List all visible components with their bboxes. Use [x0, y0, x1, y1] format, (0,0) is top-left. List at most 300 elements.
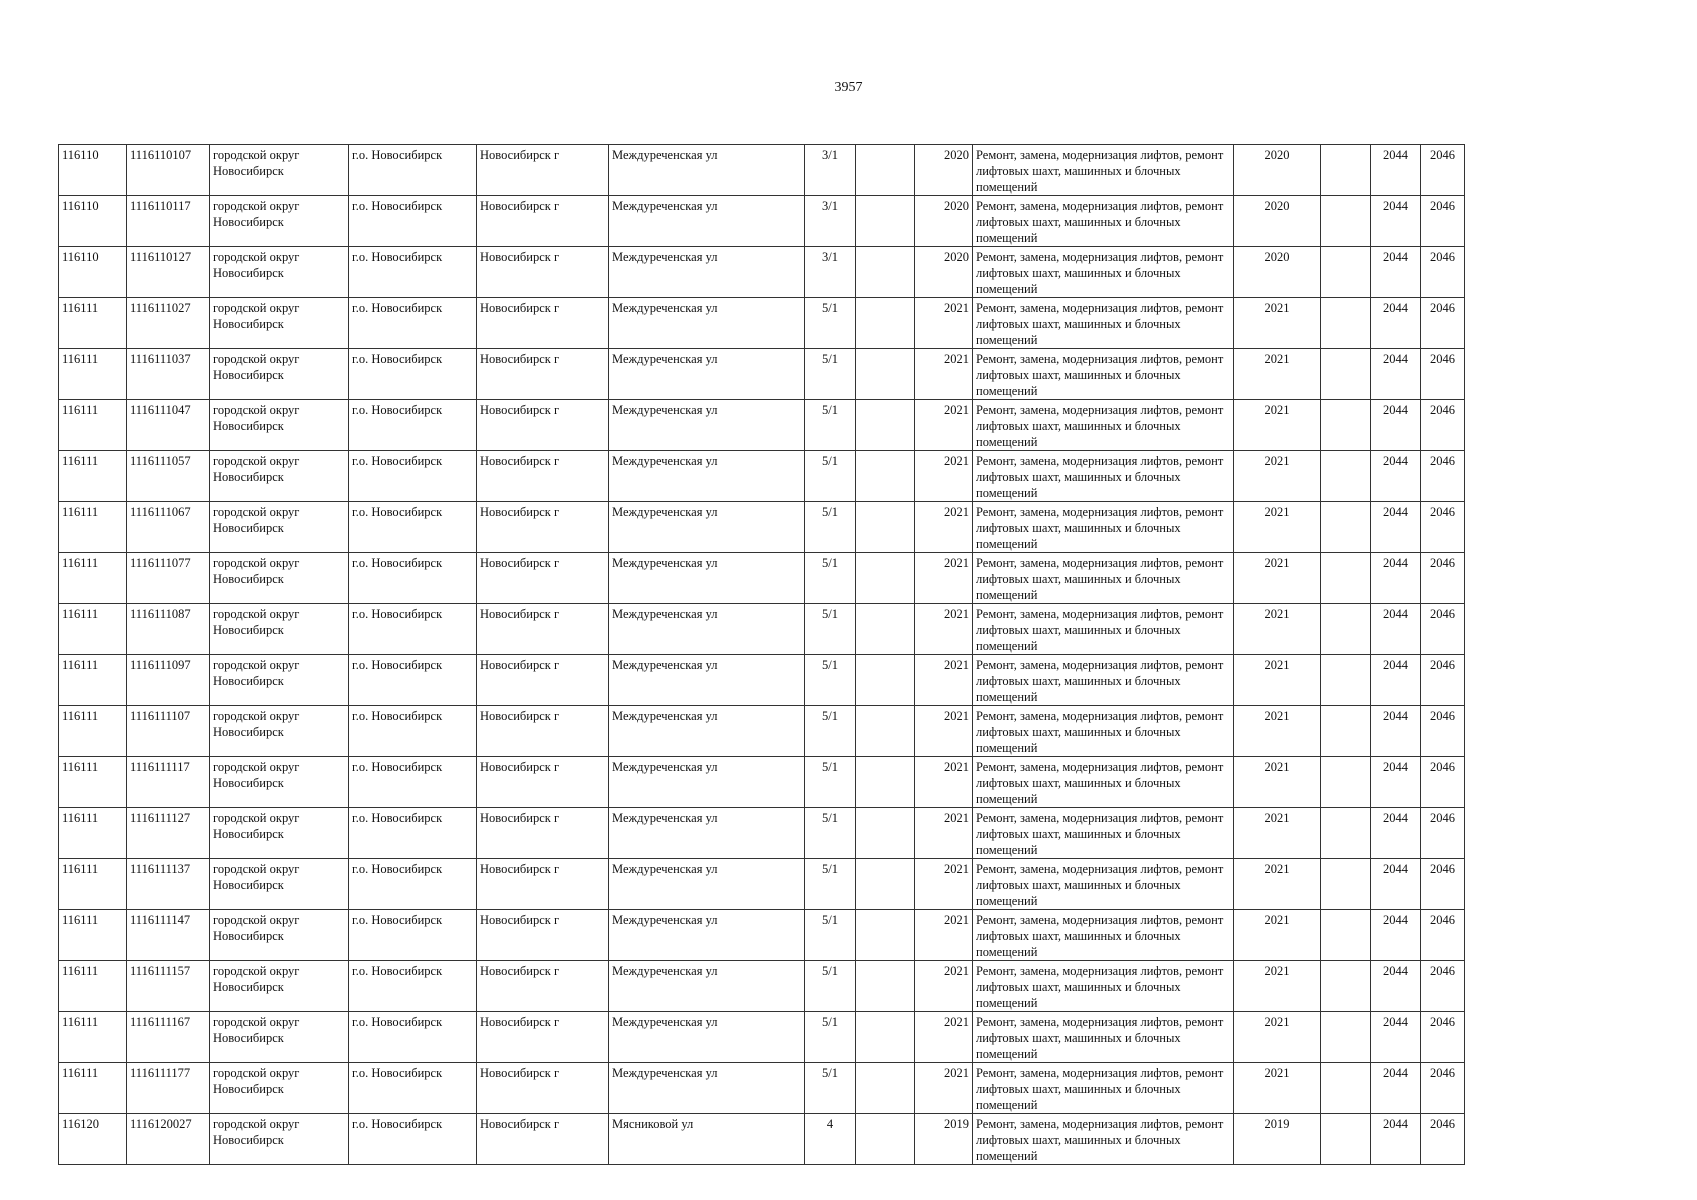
cell-work-type: Ремонт, замена, модернизация лифтов, ремонт лифтовых шахт, машинных и блочных помещений [973, 298, 1234, 349]
cell-year-next: 2044 [1371, 502, 1421, 553]
cell-year-end: 2046 [1421, 706, 1465, 757]
cell-city: Новосибирск г [477, 502, 609, 553]
cell-district: г.о. Новосибирск [349, 1063, 477, 1114]
cell-work-type: Ремонт, замена, модернизация лифтов, ремонт лифтовых шахт, машинных и блочных помещений [973, 451, 1234, 502]
cell-municipality: городской округ Новосибирск [210, 400, 349, 451]
cell-house: 5/1 [805, 859, 856, 910]
table-row [59, 757, 1465, 808]
cell-district: г.о. Новосибирск [349, 196, 477, 247]
table-row [59, 910, 1465, 961]
cell-municipality: городской округ Новосибирск [210, 961, 349, 1012]
table-body [59, 145, 1465, 1165]
cell-work-type: Ремонт, замена, модернизация лифтов, ремонт лифтовых шахт, машинных и блочных помещений [973, 1012, 1234, 1063]
page-number: 3957 [834, 80, 863, 95]
cell-empty-b [1321, 145, 1371, 196]
cell-year-start: 2019 [1234, 1114, 1321, 1165]
cell-year-end: 2046 [1421, 400, 1465, 451]
cell-municipality: городской округ Новосибирск [210, 1063, 349, 1114]
cell-code: 1116111067 [127, 502, 210, 553]
cell-work-type: Ремонт, замена, модернизация лифтов, ремонт лифтовых шахт, машинных и блочных помещений [973, 859, 1234, 910]
cell-house: 5/1 [805, 808, 856, 859]
cell-empty-a [856, 349, 915, 400]
cell-municipality: городской округ Новосибирск [210, 502, 349, 553]
cell-year-end: 2046 [1421, 604, 1465, 655]
cell-year-next: 2044 [1371, 196, 1421, 247]
cell-street: Междуреченская ул [609, 910, 805, 961]
cell-year-end: 2046 [1421, 145, 1465, 196]
cell-year-end: 2046 [1421, 451, 1465, 502]
cell-year-end: 2046 [1421, 298, 1465, 349]
cell-year-next: 2044 [1371, 1114, 1421, 1165]
cell-district: г.о. Новосибирск [349, 553, 477, 604]
cell-empty-b [1321, 706, 1371, 757]
cell-house: 5/1 [805, 349, 856, 400]
cell-code: 1116111157 [127, 961, 210, 1012]
cell-empty-b [1321, 451, 1371, 502]
cell-street: Междуреченская ул [609, 298, 805, 349]
cell-house: 5/1 [805, 961, 856, 1012]
cell-year-planned: 2021 [915, 655, 973, 706]
cell-district: г.о. Новосибирск [349, 1114, 477, 1165]
cell-year-end: 2046 [1421, 553, 1465, 604]
cell-empty-a [856, 451, 915, 502]
cell-city: Новосибирск г [477, 400, 609, 451]
cell-empty-a [856, 400, 915, 451]
cell-year-next: 2044 [1371, 961, 1421, 1012]
cell-id: 116120 [59, 1114, 127, 1165]
cell-year-end: 2046 [1421, 757, 1465, 808]
cell-district: г.о. Новосибирск [349, 910, 477, 961]
cell-empty-a [856, 808, 915, 859]
table-row [59, 553, 1465, 604]
cell-empty-a [856, 961, 915, 1012]
cell-year-start: 2020 [1234, 145, 1321, 196]
cell-year-end: 2046 [1421, 196, 1465, 247]
cell-street: Междуреченская ул [609, 145, 805, 196]
cell-year-planned: 2021 [915, 1012, 973, 1063]
cell-work-type: Ремонт, замена, модернизация лифтов, ремонт лифтовых шахт, машинных и блочных помещений [973, 400, 1234, 451]
cell-empty-b [1321, 655, 1371, 706]
cell-code: 1116110107 [127, 145, 210, 196]
cell-house: 5/1 [805, 451, 856, 502]
cell-year-end: 2046 [1421, 859, 1465, 910]
cell-year-start: 2021 [1234, 961, 1321, 1012]
cell-district: г.о. Новосибирск [349, 859, 477, 910]
cell-year-start: 2021 [1234, 502, 1321, 553]
cell-street: Междуреченская ул [609, 553, 805, 604]
cell-empty-a [856, 247, 915, 298]
cell-empty-b [1321, 1114, 1371, 1165]
cell-year-planned: 2021 [915, 910, 973, 961]
table-row [59, 400, 1465, 451]
cell-year-start: 2021 [1234, 1063, 1321, 1114]
cell-year-planned: 2021 [915, 604, 973, 655]
cell-house: 5/1 [805, 910, 856, 961]
cell-empty-b [1321, 196, 1371, 247]
cell-house: 5/1 [805, 298, 856, 349]
cell-year-planned: 2020 [915, 145, 973, 196]
cell-id: 116110 [59, 145, 127, 196]
cell-house: 5/1 [805, 400, 856, 451]
cell-year-planned: 2020 [915, 247, 973, 298]
cell-id: 116111 [59, 1063, 127, 1114]
cell-year-start: 2021 [1234, 808, 1321, 859]
cell-empty-a [856, 706, 915, 757]
cell-code: 1116111107 [127, 706, 210, 757]
cell-year-start: 2020 [1234, 196, 1321, 247]
cell-municipality: городской округ Новосибирск [210, 196, 349, 247]
cell-city: Новосибирск г [477, 808, 609, 859]
cell-year-start: 2021 [1234, 757, 1321, 808]
cell-year-start: 2021 [1234, 349, 1321, 400]
cell-year-next: 2044 [1371, 145, 1421, 196]
cell-year-next: 2044 [1371, 400, 1421, 451]
cell-year-next: 2044 [1371, 349, 1421, 400]
cell-city: Новосибирск г [477, 1012, 609, 1063]
cell-work-type: Ремонт, замена, модернизация лифтов, ремонт лифтовых шахт, машинных и блочных помещений [973, 247, 1234, 298]
cell-house: 5/1 [805, 1063, 856, 1114]
cell-work-type: Ремонт, замена, модернизация лифтов, ремонт лифтовых шахт, машинных и блочных помещений [973, 655, 1234, 706]
cell-empty-b [1321, 247, 1371, 298]
cell-city: Новосибирск г [477, 1063, 609, 1114]
cell-city: Новосибирск г [477, 706, 609, 757]
cell-year-next: 2044 [1371, 1063, 1421, 1114]
cell-street: Междуреченская ул [609, 808, 805, 859]
table-row [59, 604, 1465, 655]
cell-work-type: Ремонт, замена, модернизация лифтов, ремонт лифтовых шахт, машинных и блочных помещений [973, 1114, 1234, 1165]
cell-id: 116110 [59, 247, 127, 298]
cell-empty-b [1321, 349, 1371, 400]
cell-district: г.о. Новосибирск [349, 1012, 477, 1063]
cell-work-type: Ремонт, замена, модернизация лифтов, ремонт лифтовых шахт, машинных и блочных помещений [973, 349, 1234, 400]
cell-house: 4 [805, 1114, 856, 1165]
table-row [59, 196, 1465, 247]
cell-code: 1116111167 [127, 1012, 210, 1063]
cell-id: 116111 [59, 349, 127, 400]
cell-code: 1116111147 [127, 910, 210, 961]
cell-year-start: 2021 [1234, 553, 1321, 604]
cell-house: 5/1 [805, 757, 856, 808]
cell-municipality: городской округ Новосибирск [210, 145, 349, 196]
cell-code: 1116111037 [127, 349, 210, 400]
cell-year-planned: 2020 [915, 196, 973, 247]
table-row [59, 961, 1465, 1012]
cell-city: Новосибирск г [477, 349, 609, 400]
cell-year-planned: 2019 [915, 1114, 973, 1165]
cell-empty-a [856, 1063, 915, 1114]
cell-year-start: 2021 [1234, 706, 1321, 757]
cell-city: Новосибирск г [477, 145, 609, 196]
cell-year-start: 2021 [1234, 298, 1321, 349]
cell-code: 1116111097 [127, 655, 210, 706]
cell-year-end: 2046 [1421, 1012, 1465, 1063]
cell-code: 1116111047 [127, 400, 210, 451]
cell-city: Новосибирск г [477, 247, 609, 298]
cell-street: Междуреченская ул [609, 247, 805, 298]
table-row [59, 502, 1465, 553]
cell-street: Междуреченская ул [609, 1063, 805, 1114]
cell-empty-a [856, 1114, 915, 1165]
cell-id: 116111 [59, 553, 127, 604]
cell-empty-a [856, 655, 915, 706]
table-row [59, 859, 1465, 910]
cell-year-end: 2046 [1421, 655, 1465, 706]
table-row [59, 706, 1465, 757]
cell-code: 1116111057 [127, 451, 210, 502]
cell-year-start: 2021 [1234, 604, 1321, 655]
cell-id: 116111 [59, 910, 127, 961]
cell-district: г.о. Новосибирск [349, 502, 477, 553]
cell-house: 5/1 [805, 502, 856, 553]
cell-id: 116111 [59, 604, 127, 655]
cell-id: 116111 [59, 1012, 127, 1063]
cell-year-planned: 2021 [915, 961, 973, 1012]
cell-municipality: городской округ Новосибирск [210, 553, 349, 604]
cell-year-planned: 2021 [915, 1063, 973, 1114]
cell-year-next: 2044 [1371, 604, 1421, 655]
cell-street: Междуреченская ул [609, 196, 805, 247]
cell-code: 1116111117 [127, 757, 210, 808]
cell-empty-a [856, 757, 915, 808]
cell-year-planned: 2021 [915, 808, 973, 859]
cell-house: 5/1 [805, 553, 856, 604]
cell-empty-b [1321, 910, 1371, 961]
cell-work-type: Ремонт, замена, модернизация лифтов, ремонт лифтовых шахт, машинных и блочных помещений [973, 808, 1234, 859]
cell-code: 1116111127 [127, 808, 210, 859]
cell-municipality: городской округ Новосибирск [210, 349, 349, 400]
cell-year-end: 2046 [1421, 247, 1465, 298]
table-row [59, 451, 1465, 502]
cell-year-end: 2046 [1421, 808, 1465, 859]
cell-empty-a [856, 196, 915, 247]
table-row [59, 247, 1465, 298]
cell-year-planned: 2021 [915, 859, 973, 910]
cell-year-next: 2044 [1371, 910, 1421, 961]
cell-code: 1116111087 [127, 604, 210, 655]
cell-year-start: 2021 [1234, 655, 1321, 706]
cell-empty-b [1321, 1063, 1371, 1114]
table-row [59, 1012, 1465, 1063]
cell-house: 5/1 [805, 706, 856, 757]
cell-municipality: городской округ Новосибирск [210, 859, 349, 910]
cell-year-planned: 2021 [915, 400, 973, 451]
cell-empty-a [856, 502, 915, 553]
cell-year-start: 2020 [1234, 247, 1321, 298]
cell-empty-a [856, 553, 915, 604]
cell-house: 3/1 [805, 145, 856, 196]
cell-district: г.о. Новосибирск [349, 349, 477, 400]
cell-street: Междуреченская ул [609, 859, 805, 910]
cell-street: Междуреченская ул [609, 451, 805, 502]
cell-code: 1116120027 [127, 1114, 210, 1165]
cell-code: 1116111077 [127, 553, 210, 604]
cell-year-end: 2046 [1421, 502, 1465, 553]
cell-code: 1116111027 [127, 298, 210, 349]
cell-id: 116111 [59, 400, 127, 451]
cell-municipality: городской округ Новосибирск [210, 808, 349, 859]
cell-year-planned: 2021 [915, 757, 973, 808]
cell-house: 5/1 [805, 1012, 856, 1063]
cell-id: 116110 [59, 196, 127, 247]
cell-street: Междуреченская ул [609, 400, 805, 451]
table-row [59, 655, 1465, 706]
cell-street: Междуреченская ул [609, 349, 805, 400]
cell-code: 1116110117 [127, 196, 210, 247]
cell-district: г.о. Новосибирск [349, 655, 477, 706]
cell-empty-a [856, 145, 915, 196]
cell-city: Новосибирск г [477, 655, 609, 706]
cell-district: г.о. Новосибирск [349, 706, 477, 757]
cell-street: Междуреченская ул [609, 1012, 805, 1063]
cell-house: 5/1 [805, 655, 856, 706]
cell-year-next: 2044 [1371, 706, 1421, 757]
cell-empty-a [856, 910, 915, 961]
cell-municipality: городской округ Новосибирск [210, 757, 349, 808]
table-row [59, 349, 1465, 400]
cell-year-next: 2044 [1371, 757, 1421, 808]
cell-municipality: городской округ Новосибирск [210, 451, 349, 502]
cell-empty-a [856, 1012, 915, 1063]
cell-empty-b [1321, 502, 1371, 553]
cell-id: 116111 [59, 961, 127, 1012]
cell-city: Новосибирск г [477, 196, 609, 247]
cell-house: 5/1 [805, 604, 856, 655]
cell-city: Новосибирск г [477, 961, 609, 1012]
cell-street: Междуреченская ул [609, 706, 805, 757]
cell-year-planned: 2021 [915, 553, 973, 604]
cell-year-planned: 2021 [915, 451, 973, 502]
cell-year-end: 2046 [1421, 1114, 1465, 1165]
cell-district: г.о. Новосибирск [349, 604, 477, 655]
cell-city: Новосибирск г [477, 757, 609, 808]
cell-year-planned: 2021 [915, 502, 973, 553]
cell-street: Междуреченская ул [609, 502, 805, 553]
cell-year-start: 2021 [1234, 451, 1321, 502]
cell-district: г.о. Новосибирск [349, 961, 477, 1012]
cell-city: Новосибирск г [477, 1114, 609, 1165]
cell-work-type: Ремонт, замена, модернизация лифтов, ремонт лифтовых шахт, машинных и блочных помещений [973, 604, 1234, 655]
cell-street: Мясниковой ул [609, 1114, 805, 1165]
cell-year-next: 2044 [1371, 553, 1421, 604]
cell-district: г.о. Новосибирск [349, 757, 477, 808]
cell-year-next: 2044 [1371, 451, 1421, 502]
cell-year-start: 2021 [1234, 1012, 1321, 1063]
cell-street: Междуреченская ул [609, 604, 805, 655]
cell-city: Новосибирск г [477, 859, 609, 910]
cell-id: 116111 [59, 655, 127, 706]
cell-municipality: городской округ Новосибирск [210, 706, 349, 757]
table-row [59, 808, 1465, 859]
cell-year-next: 2044 [1371, 1012, 1421, 1063]
cell-year-start: 2021 [1234, 859, 1321, 910]
table-row [59, 145, 1465, 196]
cell-empty-a [856, 298, 915, 349]
cell-work-type: Ремонт, замена, модернизация лифтов, ремонт лифтовых шахт, машинных и блочных помещений [973, 961, 1234, 1012]
cell-empty-b [1321, 400, 1371, 451]
cell-district: г.о. Новосибирск [349, 400, 477, 451]
cell-municipality: городской округ Новосибирск [210, 1114, 349, 1165]
cell-empty-a [856, 859, 915, 910]
cell-house: 3/1 [805, 196, 856, 247]
cell-municipality: городской округ Новосибирск [210, 910, 349, 961]
cell-empty-b [1321, 859, 1371, 910]
cell-id: 116111 [59, 502, 127, 553]
cell-district: г.о. Новосибирск [349, 298, 477, 349]
cell-empty-b [1321, 604, 1371, 655]
cell-year-end: 2046 [1421, 961, 1465, 1012]
cell-work-type: Ремонт, замена, модернизация лифтов, ремонт лифтовых шахт, машинных и блочных помещений [973, 553, 1234, 604]
cell-municipality: городской округ Новосибирск [210, 247, 349, 298]
cell-year-next: 2044 [1371, 247, 1421, 298]
cell-district: г.о. Новосибирск [349, 808, 477, 859]
cell-year-start: 2021 [1234, 400, 1321, 451]
cell-district: г.о. Новосибирск [349, 451, 477, 502]
cell-municipality: городской округ Новосибирск [210, 1012, 349, 1063]
cell-id: 116111 [59, 298, 127, 349]
cell-work-type: Ремонт, замена, модернизация лифтов, ремонт лифтовых шахт, машинных и блочных помещений [973, 910, 1234, 961]
cell-year-end: 2046 [1421, 349, 1465, 400]
cell-id: 116111 [59, 757, 127, 808]
cell-year-planned: 2021 [915, 349, 973, 400]
cell-municipality: городской округ Новосибирск [210, 604, 349, 655]
cell-city: Новосибирск г [477, 298, 609, 349]
cell-street: Междуреченская ул [609, 757, 805, 808]
cell-work-type: Ремонт, замена, модернизация лифтов, ремонт лифтовых шахт, машинных и блочных помещений [973, 196, 1234, 247]
cell-empty-b [1321, 757, 1371, 808]
cell-year-next: 2044 [1371, 298, 1421, 349]
table-row [59, 1114, 1465, 1165]
cell-city: Новосибирск г [477, 553, 609, 604]
registry-table [58, 144, 1465, 1165]
cell-year-next: 2044 [1371, 655, 1421, 706]
cell-code: 1116110127 [127, 247, 210, 298]
cell-street: Междуреченская ул [609, 655, 805, 706]
cell-city: Новосибирск г [477, 910, 609, 961]
cell-municipality: городской округ Новосибирск [210, 298, 349, 349]
cell-id: 116111 [59, 808, 127, 859]
cell-code: 1116111137 [127, 859, 210, 910]
cell-municipality: городской округ Новосибирск [210, 655, 349, 706]
cell-empty-b [1321, 961, 1371, 1012]
cell-house: 3/1 [805, 247, 856, 298]
cell-empty-b [1321, 808, 1371, 859]
cell-id: 116111 [59, 451, 127, 502]
cell-empty-b [1321, 298, 1371, 349]
cell-year-start: 2021 [1234, 910, 1321, 961]
cell-district: г.о. Новосибирск [349, 145, 477, 196]
cell-year-planned: 2021 [915, 298, 973, 349]
cell-work-type: Ремонт, замена, модернизация лифтов, ремонт лифтовых шахт, машинных и блочных помещений [973, 706, 1234, 757]
cell-city: Новосибирск г [477, 451, 609, 502]
cell-empty-b [1321, 1012, 1371, 1063]
cell-work-type: Ремонт, замена, модернизация лифтов, ремонт лифтовых шахт, машинных и блочных помещений [973, 502, 1234, 553]
cell-empty-a [856, 604, 915, 655]
cell-work-type: Ремонт, замена, модернизация лифтов, ремонт лифтовых шахт, машинных и блочных помещений [973, 757, 1234, 808]
cell-district: г.о. Новосибирск [349, 247, 477, 298]
cell-year-end: 2046 [1421, 910, 1465, 961]
cell-work-type: Ремонт, замена, модернизация лифтов, ремонт лифтовых шахт, машинных и блочных помещений [973, 1063, 1234, 1114]
cell-year-next: 2044 [1371, 808, 1421, 859]
table-row [59, 298, 1465, 349]
table-row [59, 1063, 1465, 1114]
cell-id: 116111 [59, 706, 127, 757]
cell-id: 116111 [59, 859, 127, 910]
cell-year-next: 2044 [1371, 859, 1421, 910]
cell-code: 1116111177 [127, 1063, 210, 1114]
cell-street: Междуреченская ул [609, 961, 805, 1012]
cell-city: Новосибирск г [477, 604, 609, 655]
cell-year-end: 2046 [1421, 1063, 1465, 1114]
